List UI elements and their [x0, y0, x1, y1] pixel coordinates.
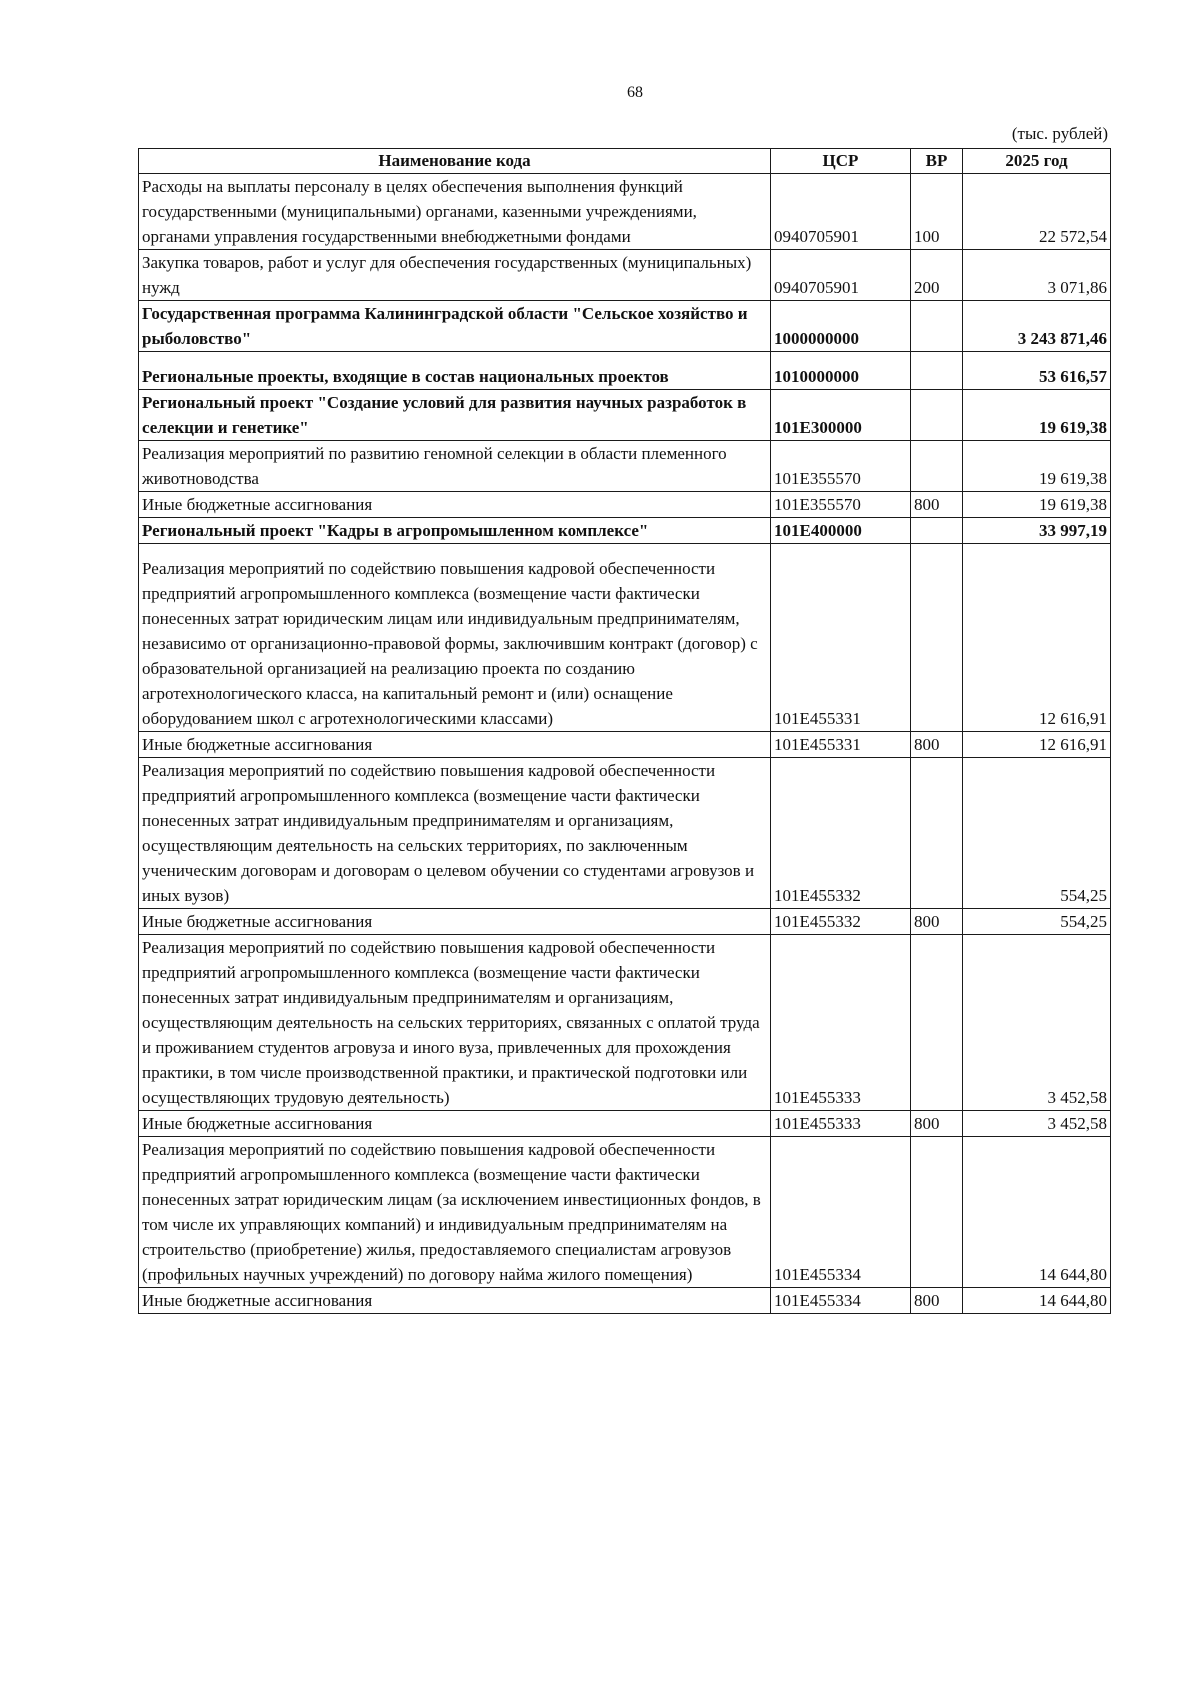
- row-name: Реализация мероприятий по развитию геномной селекции в области племенного животноводства: [139, 441, 771, 492]
- table-row: [139, 1288, 1111, 1314]
- row-csr: 101E455334: [771, 1137, 911, 1288]
- table-header-row: [139, 149, 1111, 174]
- row-name: Реализация мероприятий по содействию повышения кадровой обеспеченности предприятий агропромышленного комплекса (возмещение части фактически понесенных затрат юридическим лицам (за исключением инвестиционных фондов, в том числе их управляющих компаний) и индивидуальным предпринимателям на строительство (приобретение) жилья, предоставляемого специалистам агровузов (профильных научных учреждений) по договору найма жилого помещения): [139, 1137, 771, 1288]
- row-csr: 101E455332: [771, 758, 911, 909]
- row-name: Региональные проекты, входящие в состав национальных проектов: [139, 352, 771, 390]
- table-row: [139, 518, 1111, 544]
- row-name: Государственная программа Калининградской области "Сельское хозяйство и рыболовство": [139, 301, 771, 352]
- units-note: (тыс. рублей): [1011, 124, 1108, 143]
- row-name: Реализация мероприятий по содействию повышения кадровой обеспеченности предприятий агропромышленного комплекса (возмещение части фактически понесенных затрат индивидуальным предпринимателям и организациям, осуществляющим деятельность на сельских территориях, связанных с оплатой труда и проживанием студентов агровуза и иного вуза, привлеченных для прохождения практики, в том числе производственной практики, и практической подготовки или осуществляющих трудовую деятельность): [139, 935, 771, 1111]
- row-amount: 554,25: [963, 909, 1111, 935]
- table-row: [139, 301, 1111, 352]
- row-name: Региональный проект "Создание условий для развития научных разработок в селекции и генетике": [139, 390, 771, 441]
- row-csr: 101E455332: [771, 909, 911, 935]
- row-name: Иные бюджетные ассигнования: [139, 732, 771, 758]
- page-number: 68: [627, 84, 643, 101]
- row-csr: 101E455333: [771, 1111, 911, 1137]
- row-csr: 101E300000: [771, 390, 911, 441]
- row-vr: 800: [911, 492, 963, 518]
- row-vr: 200: [911, 250, 963, 301]
- row-amount: 33 997,19: [963, 518, 1111, 544]
- row-amount: 3 452,58: [963, 935, 1111, 1111]
- row-amount: 14 644,80: [963, 1288, 1111, 1314]
- table-row: [139, 1137, 1111, 1288]
- row-name: Иные бюджетные ассигнования: [139, 1111, 771, 1137]
- row-vr: [911, 441, 963, 492]
- header-name: Наименование кода: [139, 149, 771, 174]
- row-name: Реализация мероприятий по содействию повышения кадровой обеспеченности предприятий агропромышленного комплекса (возмещение части фактически понесенных затрат индивидуальным предпринимателям и организациям, осуществляющим деятельность на сельских территориях, по заключенным ученическим договорам и договорам о целевом обучении со студентами агровузов и иных вузов): [139, 758, 771, 909]
- table-row: [139, 390, 1111, 441]
- row-amount: 3 071,86: [963, 250, 1111, 301]
- table-row: [139, 935, 1111, 1111]
- table-row: [139, 174, 1111, 250]
- row-csr: 101E455331: [771, 544, 911, 732]
- row-csr: 1010000000: [771, 352, 911, 390]
- row-csr: 101E455331: [771, 732, 911, 758]
- row-name: Иные бюджетные ассигнования: [139, 909, 771, 935]
- table-row: [139, 758, 1111, 909]
- table-row: [139, 250, 1111, 301]
- row-name: Иные бюджетные ассигнования: [139, 492, 771, 518]
- header-csr: ЦСР: [771, 149, 911, 174]
- row-csr: 101E355570: [771, 441, 911, 492]
- row-vr: 800: [911, 1288, 963, 1314]
- row-amount: 3 243 871,46: [963, 301, 1111, 352]
- budget-table: [138, 148, 1111, 1314]
- row-csr: 0940705901: [771, 250, 911, 301]
- row-vr: 800: [911, 732, 963, 758]
- row-vr: 800: [911, 1111, 963, 1137]
- row-csr: 1000000000: [771, 301, 911, 352]
- row-name: Иные бюджетные ассигнования: [139, 1288, 771, 1314]
- row-amount: 12 616,91: [963, 544, 1111, 732]
- row-vr: [911, 352, 963, 390]
- row-vr: [911, 301, 963, 352]
- table-row: [139, 492, 1111, 518]
- row-vr: [911, 758, 963, 909]
- row-amount: 22 572,54: [963, 174, 1111, 250]
- table-body: [139, 174, 1111, 1314]
- row-vr: 800: [911, 909, 963, 935]
- row-vr: [911, 935, 963, 1111]
- row-name: Реализация мероприятий по содействию повышения кадровой обеспеченности предприятий агропромышленного комплекса (возмещение части фактически понесенных затрат юридическим лицам или индивидуальным предпринимателям, независимо от организационно-правовой формы, заключившим контракт (договор) с образовательной организацией на реализацию проекта по созданию агротехнологического класса, на капитальный ремонт и (или) оснащение оборудованием школ с агротехнологическими классами): [139, 544, 771, 732]
- row-vr: [911, 390, 963, 441]
- row-amount: 19 619,38: [963, 441, 1111, 492]
- table-row: [139, 909, 1111, 935]
- row-csr: 101E455334: [771, 1288, 911, 1314]
- row-vr: [911, 1137, 963, 1288]
- table-row: [139, 352, 1111, 390]
- row-amount: 554,25: [963, 758, 1111, 909]
- row-amount: 14 644,80: [963, 1137, 1111, 1288]
- row-amount: 19 619,38: [963, 492, 1111, 518]
- row-amount: 3 452,58: [963, 1111, 1111, 1137]
- row-csr: 101E455333: [771, 935, 911, 1111]
- row-amount: 19 619,38: [963, 390, 1111, 441]
- row-csr: 101E400000: [771, 518, 911, 544]
- row-csr: 101E355570: [771, 492, 911, 518]
- row-vr: [911, 544, 963, 732]
- row-amount: 12 616,91: [963, 732, 1111, 758]
- table-row: [139, 732, 1111, 758]
- row-vr: [911, 518, 963, 544]
- row-csr: 0940705901: [771, 174, 911, 250]
- table-row: [139, 1111, 1111, 1137]
- header-vr: ВР: [911, 149, 963, 174]
- row-name: Расходы на выплаты персоналу в целях обеспечения выполнения функций государственными (муниципальными) органами, казенными учреждениями, органами управления государственными внебюджетными фондами: [139, 174, 771, 250]
- table-row: [139, 544, 1111, 732]
- table-row: [139, 441, 1111, 492]
- row-name: Региональный проект "Кадры в агропромышленном комплексе": [139, 518, 771, 544]
- header-year: 2025 год: [963, 149, 1111, 174]
- row-amount: 53 616,57: [963, 352, 1111, 390]
- row-vr: 100: [911, 174, 963, 250]
- row-name: Закупка товаров, работ и услуг для обеспечения государственных (муниципальных) нужд: [139, 250, 771, 301]
